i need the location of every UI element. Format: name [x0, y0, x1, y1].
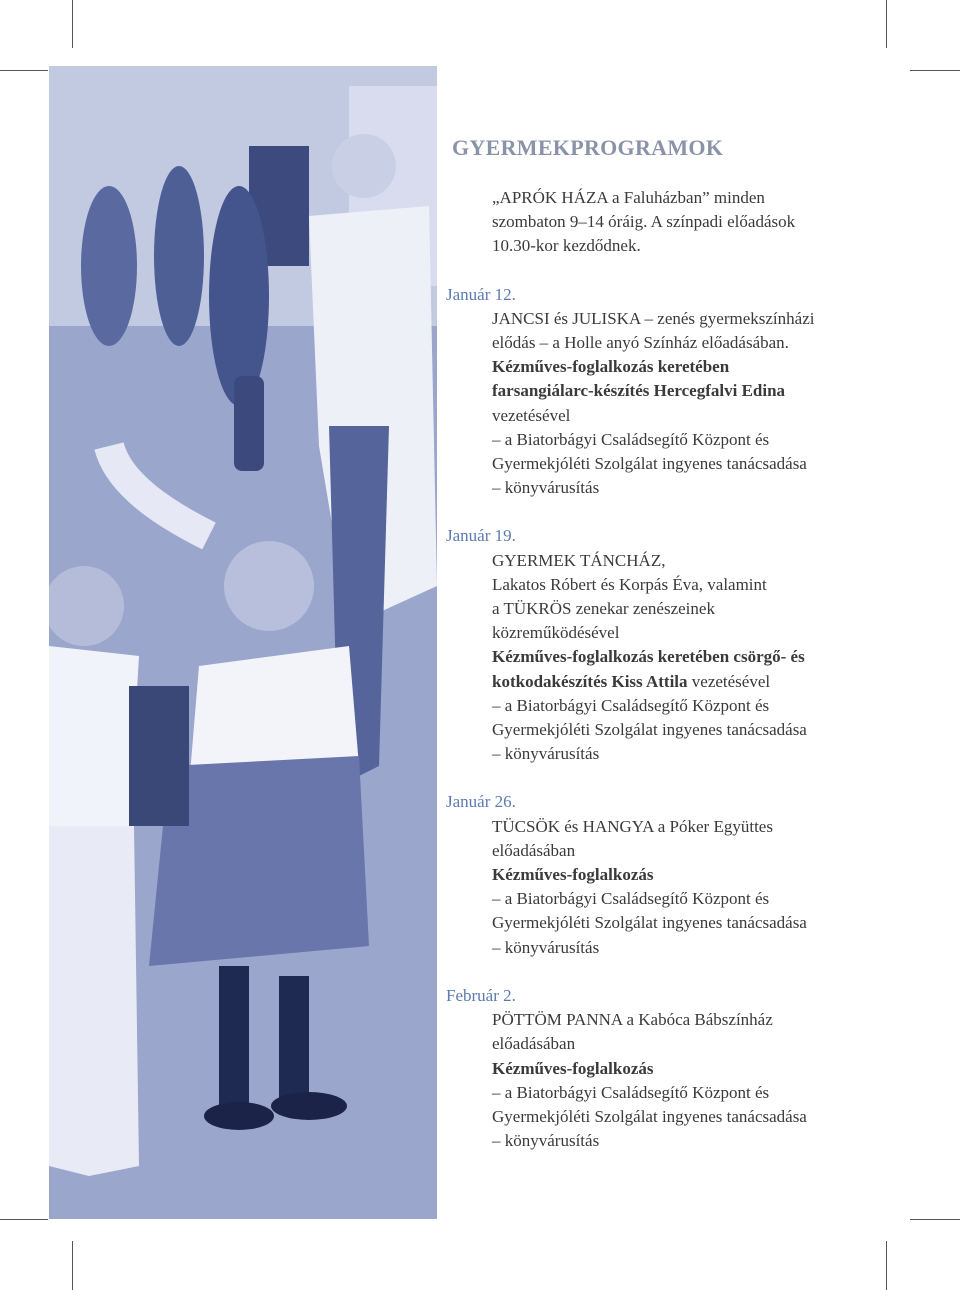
- event-date: Január 26.: [446, 792, 516, 812]
- event-line: PÖTTÖM PANNA a Kabóca Bábszínház: [492, 1010, 773, 1030]
- event-line: Gyermekjóléti Szolgálat ingyenes tanácsadása: [492, 913, 807, 933]
- event-line-rest: vezetésével: [687, 671, 771, 691]
- event-line: Kézműves-foglalkozás: [492, 865, 654, 885]
- crop-mark: [886, 0, 887, 48]
- event-feb-2: [446, 984, 916, 1153]
- event-line: Gyermekjóléti Szolgálat ingyenes tanácsadása: [492, 454, 807, 474]
- event-line: – a Biatorbágyi Családsegítő Központ és: [492, 1082, 770, 1102]
- event-line: TÜCSÖK és HANGYA a Póker Együttes: [492, 816, 773, 836]
- event-jan-19: [446, 524, 916, 766]
- intro-line: „APRÓK HÁZA a Faluházban” minden: [492, 188, 765, 207]
- event-line: – könyvárusítás: [492, 1131, 600, 1151]
- event-line: elődás – a Holle anyó Színház előadásában.: [492, 333, 789, 353]
- event-line: – a Biatorbágyi Családsegítő Központ és: [492, 695, 770, 715]
- event-line-bold: kotkodakészítés Kiss Attila: [492, 671, 688, 691]
- event-line: Gyermekjóléti Szolgálat ingyenes tanácsadása: [492, 720, 807, 740]
- event-line: Lakatos Róbert és Korpás Éva, valamint: [492, 574, 767, 594]
- crop-mark: [72, 0, 73, 48]
- event-line: JANCSI és JULISKA – zenés gyermekszínházi: [492, 308, 815, 328]
- event-line: – könyvárusítás: [492, 478, 600, 498]
- crop-mark: [0, 70, 48, 71]
- event-jan-26: [446, 790, 916, 959]
- crop-mark: [0, 1219, 48, 1220]
- event-line: Kézműves-foglalkozás keretében: [492, 357, 730, 377]
- event-line: közreműködésével: [492, 623, 620, 643]
- event-line: – a Biatorbágyi Családsegítő Központ és: [492, 889, 770, 909]
- event-line: [492, 670, 916, 694]
- event-line: előadásában: [492, 840, 576, 860]
- event-line: – könyvárusítás: [492, 744, 600, 764]
- crop-mark: [72, 1241, 73, 1290]
- intro-line: 10.30-kor kezdődnek.: [492, 236, 641, 256]
- event-line: Kézműves-foglalkozás keretében csörgő- és: [492, 647, 805, 667]
- event-line: – a Biatorbágyi Családsegítő Központ és: [492, 429, 770, 449]
- crop-mark: [910, 70, 960, 71]
- page-title: GYERMEKPROGRAMOK: [452, 135, 724, 160]
- event-line: GYERMEK TÁNCHÁZ,: [492, 550, 666, 570]
- event-line: a TÜKRÖS zenekar zenészeinek: [492, 599, 715, 619]
- event-line: Kézműves-foglalkozás: [492, 1058, 654, 1078]
- event-date: Február 2.: [446, 985, 516, 1005]
- intro-text: [446, 186, 916, 259]
- event-date: Január 19.: [446, 526, 516, 546]
- event-line: vezetésével: [492, 405, 571, 425]
- dancing-children-photo: [49, 66, 437, 1219]
- event-line: – könyvárusítás: [492, 937, 600, 957]
- event-date: Január 12.: [446, 284, 516, 304]
- event-line: előadásában: [492, 1034, 576, 1054]
- program-list: [446, 186, 916, 1177]
- crop-mark: [886, 1241, 887, 1290]
- intro-line: szombaton 9–14 óráig. A színpadi előadások: [492, 212, 796, 232]
- event-line: farsangiálarc-készítés Hercegfalvi Edina: [492, 381, 786, 401]
- event-jan-12: [446, 283, 916, 501]
- event-line: Gyermekjóléti Szolgálat ingyenes tanácsadása: [492, 1106, 807, 1126]
- crop-mark: [910, 1219, 960, 1220]
